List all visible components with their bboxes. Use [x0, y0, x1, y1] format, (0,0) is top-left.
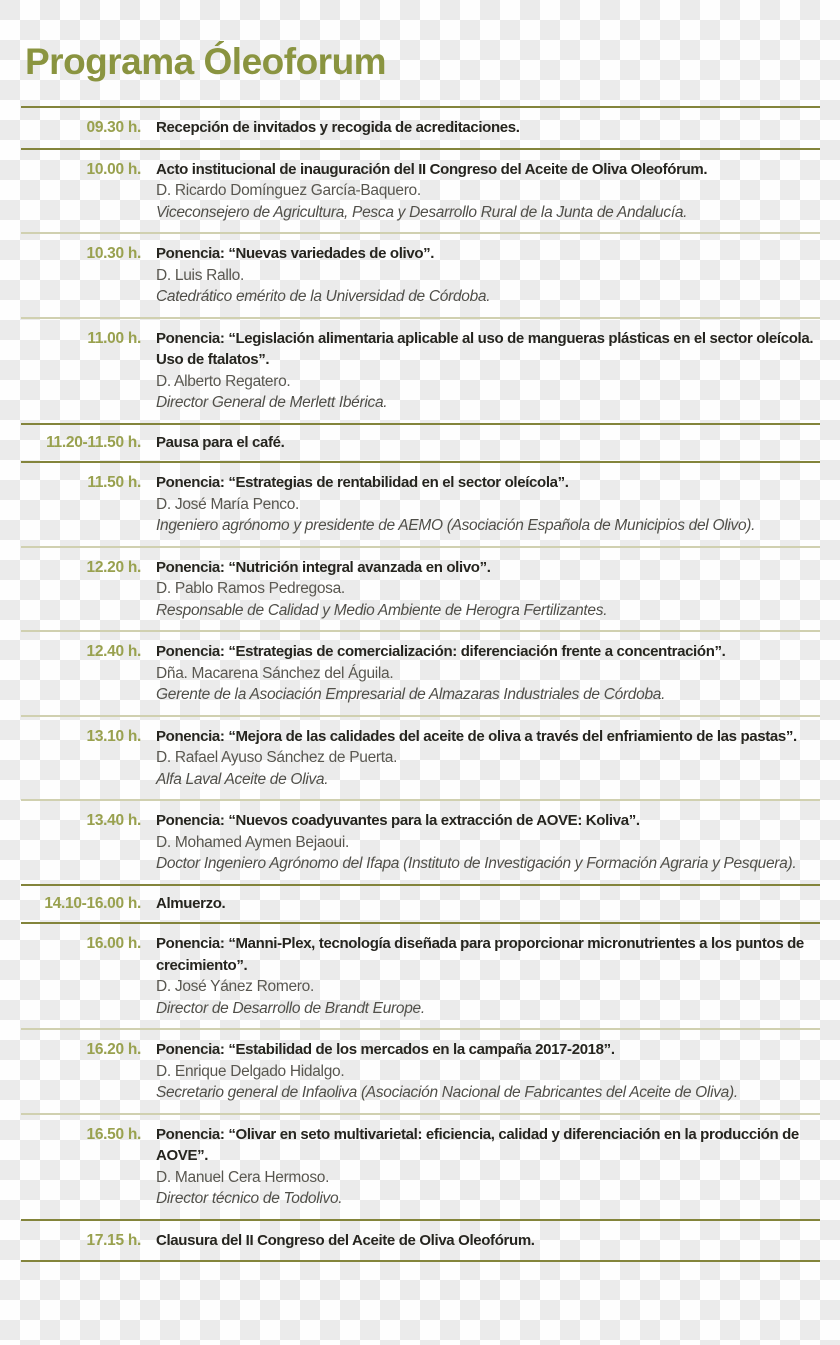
entry-title: Ponencia: “Nuevos coadyuvantes para la extracción de AOVE: Koliva”.: [156, 812, 640, 829]
entry-speaker: D. Enrique Delgado Hidalgo.: [156, 1062, 345, 1080]
schedule-row: [21, 1115, 820, 1219]
entry-speaker: D. José María Penco.: [156, 495, 300, 513]
entry-speaker: D. Mohamed Aymen Bejaoui.: [156, 833, 349, 851]
entry-title: Ponencia: “Legislación alimentaria aplicable al uso de mangueras plásticas en el sector oleícola. Uso de ftalatos”.: [156, 329, 814, 368]
entry-speaker: D. Alberto Regatero.: [156, 372, 291, 390]
entry-role: Director General de Merlett Ibérica.: [156, 394, 388, 411]
entry-time: 16.50 h.: [86, 1125, 141, 1143]
entry-content: [156, 810, 820, 875]
entry-content: [156, 1039, 820, 1104]
entry-content: [156, 893, 820, 915]
entry-role: Alfa Laval Aceite de Oliva.: [156, 770, 329, 788]
page-title: Programa Óleoforum: [25, 41, 387, 82]
entry-role: Responsable de Calidad y Medio Ambiente de Herogra Fertilizantes.: [156, 601, 608, 619]
entry-time: 11.00 h.: [87, 329, 141, 347]
schedule-row: [21, 1030, 820, 1113]
entry-title: Ponencia: “Olivar en seto multivarietal: eficiencia, calidad y diferenciación en la producción de AOVE”.: [156, 1125, 799, 1164]
entry-content: [156, 1124, 820, 1210]
schedule-row: [21, 886, 820, 923]
schedule-row: [21, 234, 820, 317]
entry-time: 13.10 h.: [86, 727, 141, 745]
entry-speaker: D. Manuel Cera Hermoso.: [156, 1168, 330, 1186]
entry-content: [156, 726, 820, 791]
entry-time: 16.00 h.: [86, 935, 141, 952]
entry-time: 12.40 h.: [86, 643, 141, 660]
entry-content: [156, 1230, 820, 1252]
entry-content: [156, 641, 820, 706]
entry-title: Ponencia: “Nuevas variedades de olivo”.: [156, 245, 435, 262]
separator: [21, 1260, 820, 1262]
entry-content: [156, 159, 820, 224]
entry-role: Catedrático emérito de la Universidad de Córdoba.: [156, 288, 491, 305]
schedule-row: [21, 150, 820, 233]
entry-role: Gerente de la Asociación Empresarial de Almazaras Industriales de Córdoba.: [156, 686, 666, 703]
entry-time: 10.30 h.: [86, 245, 141, 262]
schedule-row: [21, 717, 820, 800]
entry-speaker: D. Ricardo Domínguez García-Baquero.: [156, 182, 421, 199]
entry-time: 16.20 h.: [86, 1041, 141, 1058]
entry-role: Director técnico de Todolivo.: [156, 1190, 343, 1207]
entry-title: Almuerzo.: [156, 895, 226, 912]
schedule: [0, 108, 840, 1262]
entry-title: Acto institucional de inauguración del II Congreso del Aceite de Oliva Oleofórum.: [156, 160, 708, 178]
entry-content: [156, 117, 820, 139]
entry-content: [156, 933, 820, 1019]
schedule-row: [21, 632, 820, 715]
entry-time: 12.20 h.: [86, 558, 141, 576]
entry-title: Recepción de invitados y recogida de acreditaciones.: [156, 119, 520, 136]
schedule-row: [21, 319, 820, 423]
entry-role: Doctor Ingeniero Agrónomo del Ifapa (Instituto de Investigación y Formación Agraria y Pesquera).: [156, 855, 797, 872]
entry-time: 11.20-11.50 h.: [46, 434, 141, 451]
entry-time: 09.30 h.: [86, 119, 141, 136]
schedule-row: [21, 924, 820, 1028]
entry-speaker: D. Pablo Ramos Pedregosa.: [156, 580, 345, 597]
entry-time: 17.15 h.: [86, 1231, 141, 1249]
entry-content: [156, 243, 820, 308]
entry-title: Ponencia: “Manni-Plex, tecnología diseñada para proporcionar micronutrientes a los puntos de crecimiento”.: [156, 935, 804, 974]
schedule-row: [21, 548, 820, 631]
entry-time: 11.50 h.: [87, 474, 141, 491]
entry-speaker: D. Luis Rallo.: [156, 266, 244, 284]
entry-content: [156, 328, 820, 414]
entry-title: Ponencia: “Mejora de las calidades del aceite de oliva a través del enfriamiento de las pastas”.: [156, 727, 797, 745]
entry-title: Ponencia: “Estabilidad de los mercados en la campaña 2017-2018”.: [156, 1041, 615, 1058]
schedule-row: [21, 463, 820, 546]
entry-role: Ingeniero agrónomo y presidente de AEMO (Asociación Española de Municipios del Olivo).: [156, 517, 756, 534]
entry-title: Pausa para el café.: [156, 434, 285, 451]
entry-time: 14.10-16.00 h.: [44, 895, 141, 912]
entry-content: [156, 432, 820, 454]
schedule-row: [21, 1221, 820, 1261]
entry-time: 13.40 h.: [86, 812, 141, 829]
entry-title: Clausura del II Congreso del Aceite de Oliva Oleofórum.: [156, 1231, 535, 1249]
schedule-row: [21, 108, 820, 148]
entry-title: Ponencia: “Estrategias de comercialización: diferenciación frente a concentración”.: [156, 643, 726, 660]
entry-content: [156, 472, 820, 537]
entry-role: Secretario general de Infaoliva (Asociación Nacional de Fabricantes del Aceite de Oliva).: [156, 1084, 738, 1101]
entry-speaker: D. José Yánez Romero.: [156, 978, 314, 995]
entry-speaker: D. Rafael Ayuso Sánchez de Puerta.: [156, 749, 398, 766]
schedule-row: [21, 425, 820, 462]
entry-time: 10.00 h.: [86, 160, 141, 178]
entry-content: [156, 557, 820, 622]
entry-role: Viceconsejero de Agricultura, Pesca y Desarrollo Rural de la Junta de Andalucía.: [156, 203, 688, 221]
schedule-row: [21, 801, 820, 884]
entry-title: Ponencia: “Estrategias de rentabilidad en el sector oleícola”.: [156, 474, 569, 491]
entry-title: Ponencia: “Nutrición integral avanzada en olivo”.: [156, 558, 491, 576]
entry-speaker: Dña. Macarena Sánchez del Águila.: [156, 664, 394, 682]
entry-role: Director de Desarrollo de Brandt Europe.: [156, 999, 425, 1017]
